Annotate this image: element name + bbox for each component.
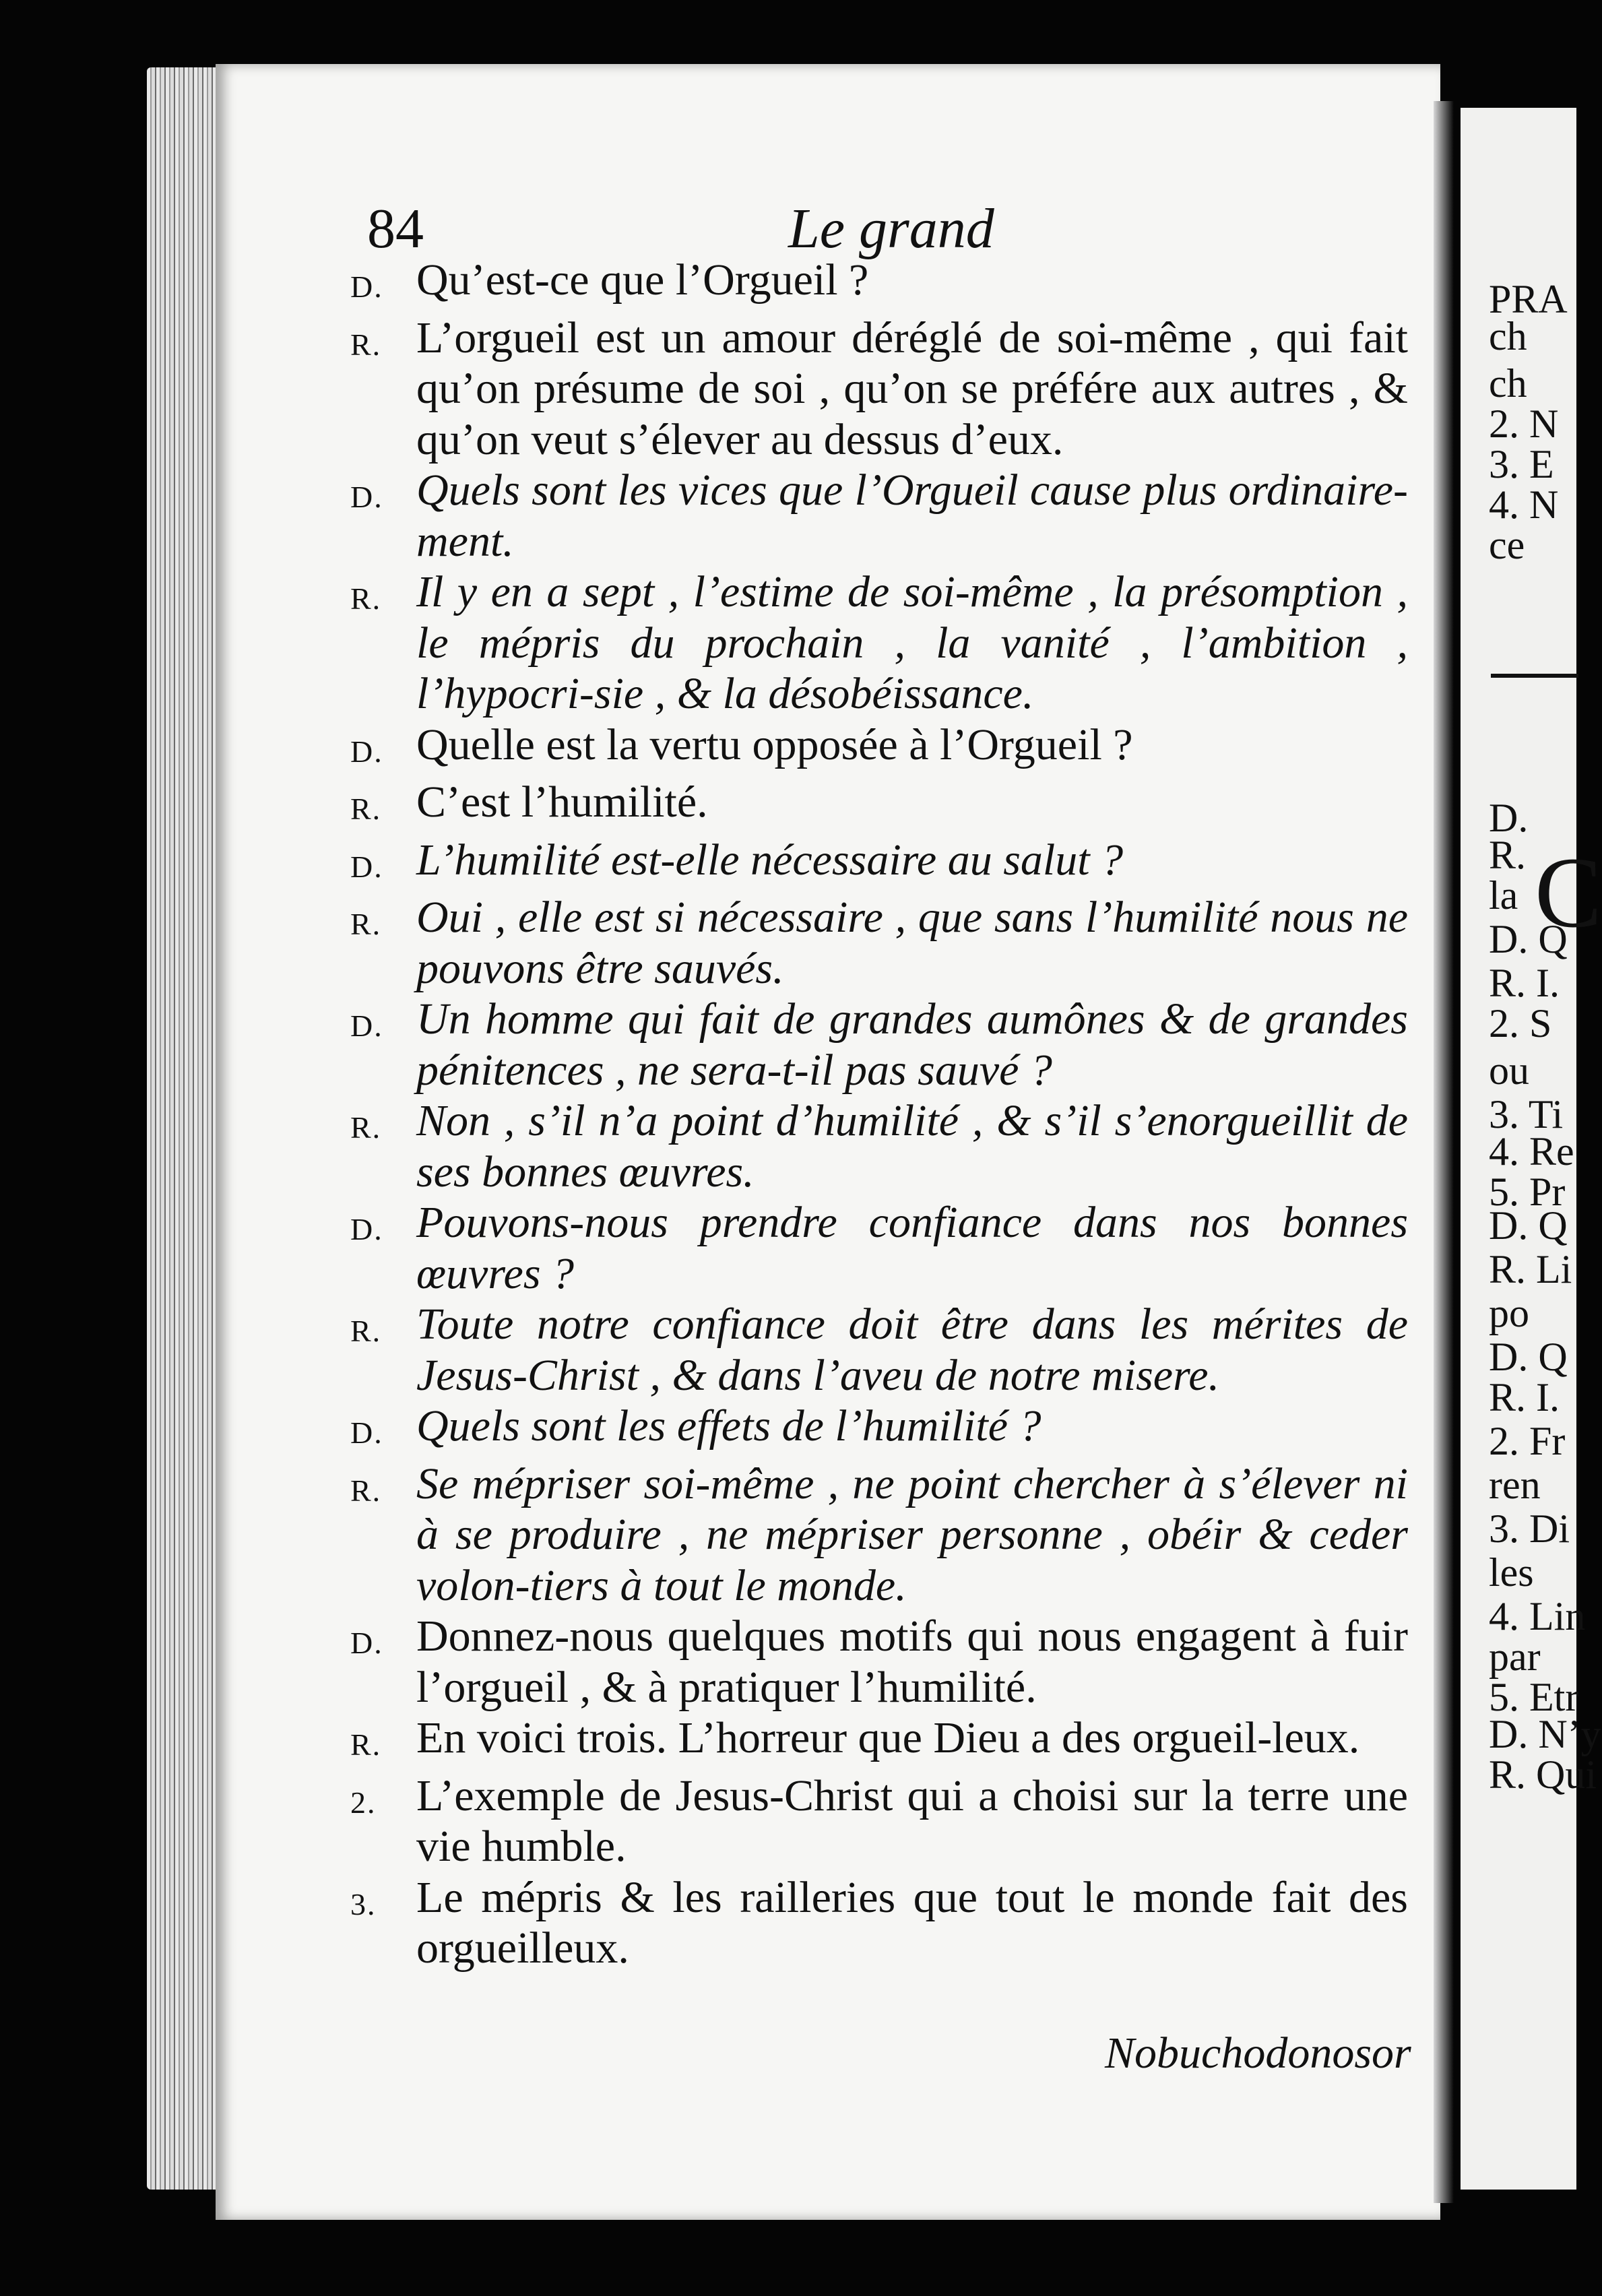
qa-entry bbox=[350, 1299, 1408, 1401]
entry-text: En voici trois. L’horreur que Dieu a des orgueil-leux. bbox=[416, 1713, 1360, 1762]
entry-marker: R. bbox=[350, 792, 382, 826]
qa-entry bbox=[350, 1611, 1408, 1713]
qa-entry bbox=[350, 1459, 1408, 1612]
book-gutter bbox=[1434, 101, 1454, 2203]
entry-marker: D. bbox=[350, 269, 383, 304]
qa-entry bbox=[350, 994, 1408, 1095]
facing-page-line: D. Q bbox=[1489, 1335, 1568, 1379]
facing-page-line: 4. Re bbox=[1489, 1129, 1574, 1174]
entry-text: Pouvons-nous prendre confiance dans nos bonnes œuvres ? bbox=[416, 1198, 1408, 1298]
qa-entry bbox=[350, 255, 1408, 313]
facing-page-drop-cap: C bbox=[1535, 837, 1602, 949]
qa-entry bbox=[350, 892, 1408, 994]
entry-marker: R. bbox=[350, 907, 382, 941]
qa-entry bbox=[350, 1197, 1408, 1299]
facing-page-line: par bbox=[1489, 1634, 1541, 1679]
facing-page-line: PRA bbox=[1489, 277, 1568, 321]
entry-marker: D. bbox=[350, 734, 383, 769]
facing-page-line: ch bbox=[1489, 361, 1527, 406]
facing-page-line: 3. Di bbox=[1489, 1506, 1570, 1551]
entry-text: Quels sont les vices que l’Orgueil cause plus ordinaire-ment. bbox=[416, 466, 1408, 566]
facing-page-line: D. N’y bbox=[1489, 1712, 1601, 1756]
facing-page-line: D. bbox=[1489, 796, 1529, 840]
entry-marker: D. bbox=[350, 1009, 383, 1043]
entry-marker: R. bbox=[350, 1314, 382, 1348]
entry-marker: R. bbox=[350, 1110, 382, 1145]
facing-page-line: 3. E bbox=[1489, 442, 1554, 486]
entry-text: Un homme qui fait de grandes aumônes & de grandes pénitences , ne sera-t-il pas sauvé ? bbox=[416, 994, 1408, 1095]
catchword: Nobuchodonosor bbox=[1105, 2029, 1411, 2078]
facing-page-rule bbox=[1491, 674, 1578, 678]
entry-text: Quels sont les effets de l’humilité ? bbox=[416, 1401, 1042, 1450]
qa-entry bbox=[350, 567, 1408, 720]
facing-page-line: 3. Ti bbox=[1489, 1092, 1564, 1137]
facing-page-line: 4. Lin bbox=[1489, 1594, 1586, 1638]
entry-text: Donnez-nous quelques motifs qui nous engagent à fuir l’orgueil , & à pratiquer l’humilité. bbox=[416, 1612, 1408, 1712]
entry-text: Quelle est la vertu opposée à l’Orgueil ? bbox=[416, 720, 1133, 769]
facing-page-line: 2. Fr bbox=[1489, 1419, 1566, 1463]
facing-page-line: 5. Pr bbox=[1489, 1170, 1566, 1214]
catechism-text bbox=[350, 255, 1408, 1974]
facing-page-line: ren bbox=[1489, 1463, 1541, 1507]
facing-page-line: D. Q bbox=[1489, 1203, 1568, 1248]
entry-text: L’exemple de Jesus-Christ qui a choisi sur la terre une vie humble. bbox=[416, 1771, 1408, 1871]
entry-marker: D. bbox=[350, 849, 383, 884]
qa-entry bbox=[350, 1872, 1408, 1974]
qa-entry bbox=[350, 1713, 1408, 1771]
facing-page-line: 2. N bbox=[1489, 402, 1559, 446]
facing-page-line: 4. N bbox=[1489, 482, 1559, 527]
qa-entry bbox=[350, 777, 1408, 835]
facing-page-line: 5. Etr bbox=[1489, 1675, 1579, 1719]
qa-entry bbox=[350, 1401, 1408, 1459]
qa-entry bbox=[350, 313, 1408, 466]
facing-page-line: R. I. bbox=[1489, 961, 1560, 1005]
entry-marker: D. bbox=[350, 480, 383, 514]
qa-entry bbox=[350, 465, 1408, 567]
entry-marker: 2. bbox=[350, 1785, 377, 1820]
page-number: 84 bbox=[367, 197, 424, 260]
facing-page-line: ou bbox=[1489, 1048, 1529, 1093]
entry-marker: R. bbox=[350, 327, 382, 362]
entry-text: Qu’est-ce que l’Orgueil ? bbox=[416, 255, 869, 305]
entry-marker: D. bbox=[350, 1415, 383, 1450]
entry-text: C’est l’humilité. bbox=[416, 777, 708, 827]
entry-marker: D. bbox=[350, 1212, 383, 1246]
facing-page-line: 2. S bbox=[1489, 1001, 1552, 1046]
entry-text: L’humilité est-elle nécessaire au salut ? bbox=[416, 835, 1124, 885]
entry-text: Se mépriser soi-même , ne point chercher à s’élever ni à se produire , ne mépriser personne , obéir & ceder volon-tiers à tout le monde. bbox=[416, 1459, 1408, 1610]
page-edges bbox=[147, 67, 221, 2190]
entry-marker: D. bbox=[350, 1626, 383, 1660]
facing-page-line: R. bbox=[1489, 833, 1527, 877]
entry-text: Toute notre confiance doit être dans les mérites de Jesus-Christ , & dans l’aveu de notre misere. bbox=[416, 1300, 1408, 1400]
facing-page-line: R. Qui bbox=[1489, 1752, 1597, 1797]
facing-page-line: po bbox=[1489, 1291, 1529, 1335]
facing-page-line: ch bbox=[1489, 314, 1527, 358]
facing-page bbox=[1461, 108, 1602, 2190]
facing-page-line: R. I. bbox=[1489, 1375, 1560, 1420]
page-header bbox=[367, 195, 1418, 263]
qa-entry bbox=[350, 1771, 1408, 1872]
facing-page-line: les bbox=[1489, 1550, 1534, 1595]
facing-page-line: ce bbox=[1489, 523, 1525, 567]
entry-text: Il y en a sept , l’estime de soi-même , la présomption , le mépris du prochain , la vanité , l’ambition , l’hypocri-sie , & la désobéissance. bbox=[416, 567, 1408, 718]
entry-marker: R. bbox=[350, 581, 382, 616]
running-title: Le grand bbox=[788, 197, 994, 260]
entry-marker: R. bbox=[350, 1727, 382, 1762]
entry-marker: 3. bbox=[350, 1886, 377, 1921]
entry-text: Oui , elle est si nécessaire , que sans l’humilité nous ne pouvons être sauvés. bbox=[416, 893, 1408, 993]
qa-entry bbox=[350, 720, 1408, 777]
facing-page-line: D. Q bbox=[1489, 917, 1568, 961]
facing-page-line: la bbox=[1489, 873, 1518, 918]
entry-marker: R. bbox=[350, 1473, 382, 1508]
entry-text: Non , s’il n’a point d’humilité , & s’il s’enorgueillit de ses bonnes œuvres. bbox=[416, 1096, 1408, 1197]
qa-entry bbox=[350, 1095, 1408, 1197]
entry-text: Le mépris & les railleries que tout le monde fait des orgueilleux. bbox=[416, 1872, 1408, 1973]
qa-entry bbox=[350, 835, 1408, 893]
facing-page-line: R. Li bbox=[1489, 1247, 1572, 1292]
entry-text: L’orgueil est un amour déréglé de soi-même , qui fait qu’on présume de soi , qu’on se préfére aux autres , & qu’on veut s’élever au dessus d’eux. bbox=[416, 313, 1408, 464]
